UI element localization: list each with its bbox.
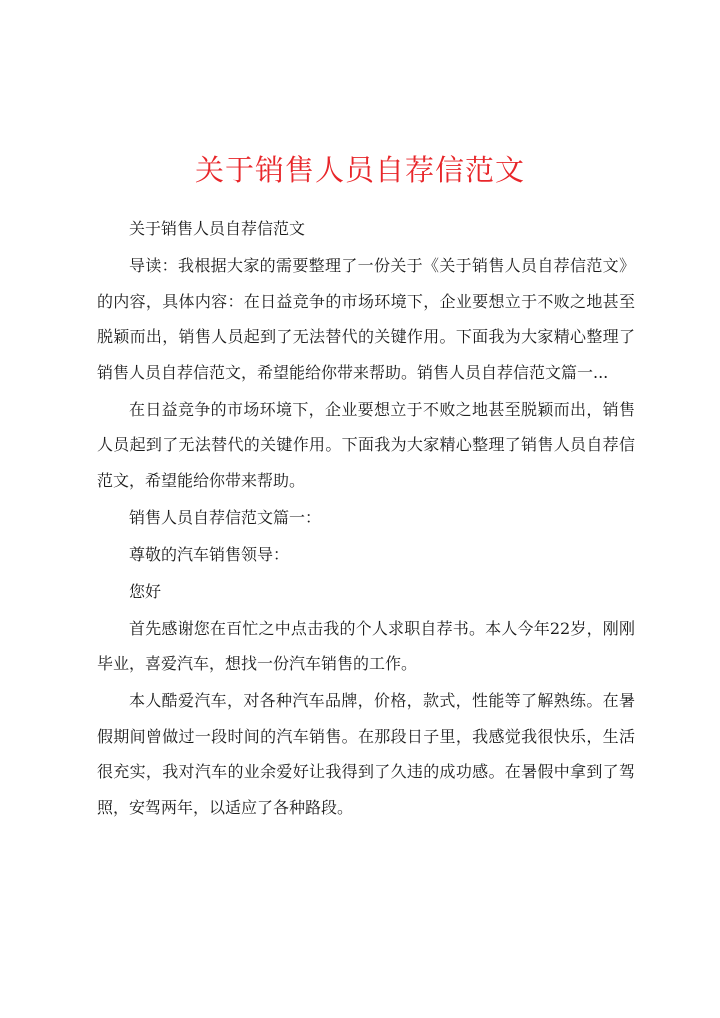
paragraph-intro: 导读：我根据大家的需要整理了一份关于《关于销售人员自荐信范文》的内容，具体内容：在日益竞争的市场环境下，企业要想立于不败之地甚至脱颖而出，销售人员起到了无法替代的关键作用。下面我为大家精心整理了销售人员自荐信范文，希望能给你带来帮助。销售人员自荐信范文篇一... <box>97 256 635 382</box>
document-title: 关于销售人员自荐信范文 <box>194 153 525 187</box>
paragraph-heading: 关于销售人员自荐信范文 <box>129 219 306 238</box>
document-body <box>97 211 635 827</box>
paragraph-section-label: 销售人员自荐信范文篇一： <box>129 507 322 527</box>
paragraph-salutation: 尊敬的汽车销售领导： <box>129 544 290 564</box>
paragraph-experience: 本人酷爱汽车，对各种汽车品牌，价格，款式，性能等了解熟练。在暑假期间曾做过一段时间的汽车销售。在那段日子里，我感觉我很快乐，生活很充实，我对汽车的业余爱好让我得到了久违的成功感。在暑假中拿到了驾照，安驾两年，以适应了各种路段。 <box>97 691 635 817</box>
paragraph-context: 在日益竞争的市场环境下，企业要想立于不败之地甚至脱颖而出，销售人员起到了无法替代的关键作用。下面我为大家精心整理了销售人员自荐信范文，希望能给你带来帮助。 <box>97 399 635 490</box>
paragraph-greeting: 您好 <box>129 581 162 601</box>
paragraph-opening: 首先感谢您在百忙之中点击我的个人求职自荐书。本人今年22岁，刚刚毕业，喜爱汽车，想找一份汽车销售的工作。 <box>97 618 635 673</box>
